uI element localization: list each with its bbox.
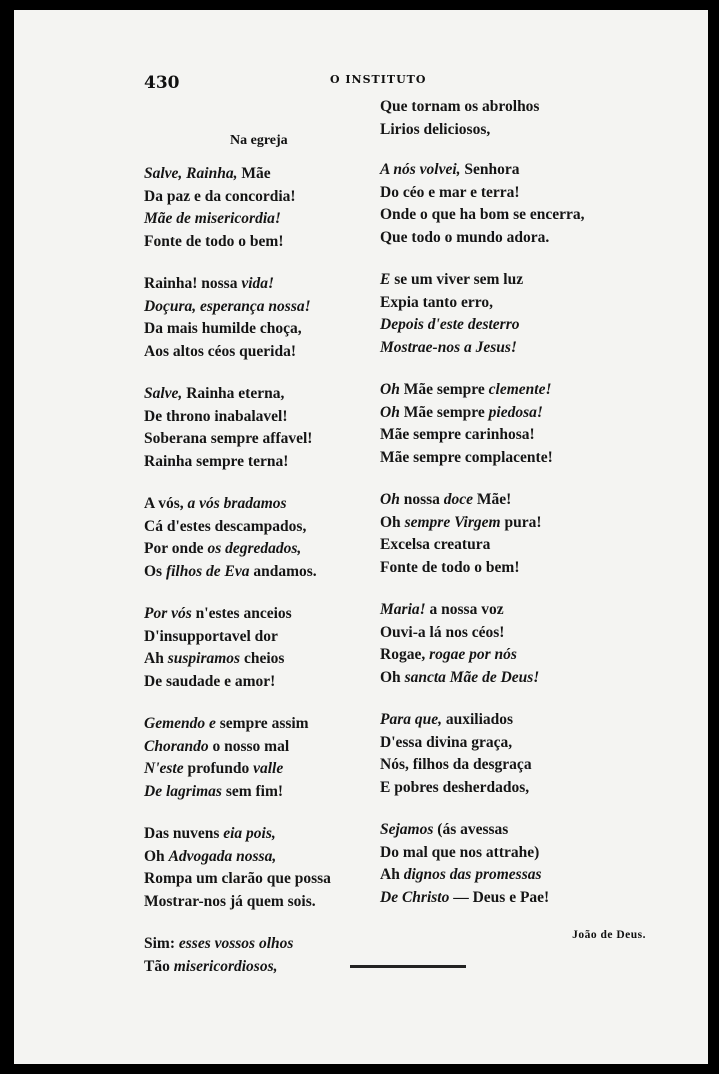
poem-line: Soberana sempre affavel! — [144, 430, 313, 447]
stanza — [380, 159, 650, 249]
poem-line: Oh Mãe sempre piedosa! — [380, 403, 543, 421]
end-rule — [350, 965, 466, 968]
poem-line: Oh sancta Mãe de Deus! — [380, 668, 540, 686]
poem-line: Para que, auxiliados — [380, 711, 514, 728]
poem-title: Na egreja — [230, 133, 288, 148]
stanza — [144, 383, 379, 473]
stanza — [144, 493, 379, 583]
poem-line: Gemendo e sempre assim — [144, 715, 309, 732]
poem-line: Mãe sempre complacente! — [380, 448, 553, 466]
poem-line: Da mais humilde choça, — [144, 320, 302, 337]
poem-line: Oh Mãe sempre clemente! — [380, 381, 552, 398]
poem-line: Ah suspiramos cheios — [144, 650, 285, 667]
poem-line: Lirios deliciosos, — [380, 120, 491, 138]
poem-line: D'essa divina graça, — [380, 733, 513, 751]
poem-line: Do mal que nos attrahe) — [380, 843, 540, 861]
poem-line: Fonte de todo o bem! — [380, 558, 520, 576]
poem-line: Fonte de todo o bem! — [144, 232, 284, 250]
poem-line: Chorando o nosso mal — [144, 737, 290, 755]
stanza — [144, 273, 379, 363]
poem-line: Tão misericordiosos, — [144, 957, 278, 975]
stanza — [380, 269, 650, 359]
poem-line: Que tornam os abrolhos — [380, 98, 540, 115]
poem-line: Do céo e mar e terra! — [380, 183, 520, 201]
poem-line: Salve, Rainha, Mãe — [144, 165, 271, 182]
poem-line: Por vós n'estes anceios — [144, 605, 292, 622]
stanza — [380, 709, 650, 799]
poem-line: Cá d'estes descampados, — [144, 517, 307, 535]
poem-line: Mostrar-nos já quem sois. — [144, 892, 316, 910]
stanza — [380, 489, 650, 579]
poem-line: Rompa um clarão que possa — [144, 870, 331, 887]
poem-line: Nós, filhos da desgraça — [380, 756, 532, 773]
poem-line: Da paz e da concordia! — [144, 187, 296, 205]
left-column — [144, 96, 379, 998]
poem-line: De Christo — Deus e Pae! — [380, 888, 550, 906]
poem-line: Das nuvens eia pois, — [144, 825, 276, 842]
right-column — [380, 96, 650, 941]
stanza — [380, 599, 650, 689]
poem-line: Rogae, rogae por nós — [380, 646, 517, 663]
poem-line: De throno inabalavel! — [144, 407, 288, 425]
poem-line: Expia tanto erro, — [380, 293, 493, 311]
poem-line: Que todo o mundo adora. — [380, 228, 550, 246]
poem-author: João de Deus. — [572, 929, 646, 941]
poem-line: Oh nossa doce Mãe! — [380, 491, 512, 508]
poem-line: De lagrimas sem fim! — [144, 782, 284, 800]
stanza — [380, 819, 650, 909]
stanza — [144, 713, 379, 803]
poem-line: Sim: esses vossos olhos — [144, 935, 294, 952]
poem-line: Os filhos de Eva andamos. — [144, 562, 317, 580]
poem-line: E se um viver sem luz — [380, 271, 524, 288]
stanza — [144, 163, 379, 253]
poem-line: Aos altos céos querida! — [144, 342, 296, 360]
left-stanzas — [144, 163, 379, 978]
poem-line: Oh sempre Virgem pura! — [380, 513, 542, 531]
book-page — [14, 10, 708, 1064]
poem-line: Mãe de misericordia! — [144, 210, 281, 227]
poem-line: D'insupportavel dor — [144, 627, 278, 645]
poem-line: A nós volvei, Senhora — [380, 161, 520, 178]
running-head: O INSTITUTO — [330, 73, 427, 86]
poem-line: E pobres desherdados, — [380, 778, 530, 796]
poem-line: Por onde os degredados, — [144, 540, 302, 557]
page-number: 430 — [144, 73, 180, 93]
poem-line: Ouvi-a lá nos céos! — [380, 623, 505, 641]
poem-line: Onde o que ha bom se encerra, — [380, 206, 585, 223]
stanza — [380, 96, 650, 141]
poem-line: De saudade e amor! — [144, 672, 276, 690]
poem-line: Rainha! nossa vida! — [144, 275, 275, 292]
poem-line: Ah dignos das promessas — [380, 866, 542, 883]
poem-line: Sejamos (ás avessas — [380, 821, 509, 838]
stanza — [144, 603, 379, 693]
poem-line: Rainha sempre terna! — [144, 452, 289, 470]
poem-line: A vós, a vós bradamos — [144, 495, 287, 512]
poem-line: Salve, Rainha eterna, — [144, 385, 285, 402]
right-stanzas — [380, 96, 650, 909]
poem-line: Excelsa creatura — [380, 536, 491, 553]
poem-line: Mãe sempre carinhosa! — [380, 426, 535, 443]
poem-line: Doçura, esperança nossa! — [144, 297, 311, 315]
poem-line: Mostrae-nos a Jesus! — [380, 338, 517, 356]
poem-line: Oh Advogada nossa, — [144, 847, 277, 865]
stanza — [380, 379, 650, 469]
stanza — [144, 823, 379, 913]
poem-line: Depois d'este desterro — [380, 316, 520, 333]
poem-line: Maria! a nossa voz — [380, 601, 504, 618]
poem-line: N'este profundo valle — [144, 760, 284, 777]
stanza — [144, 933, 379, 978]
